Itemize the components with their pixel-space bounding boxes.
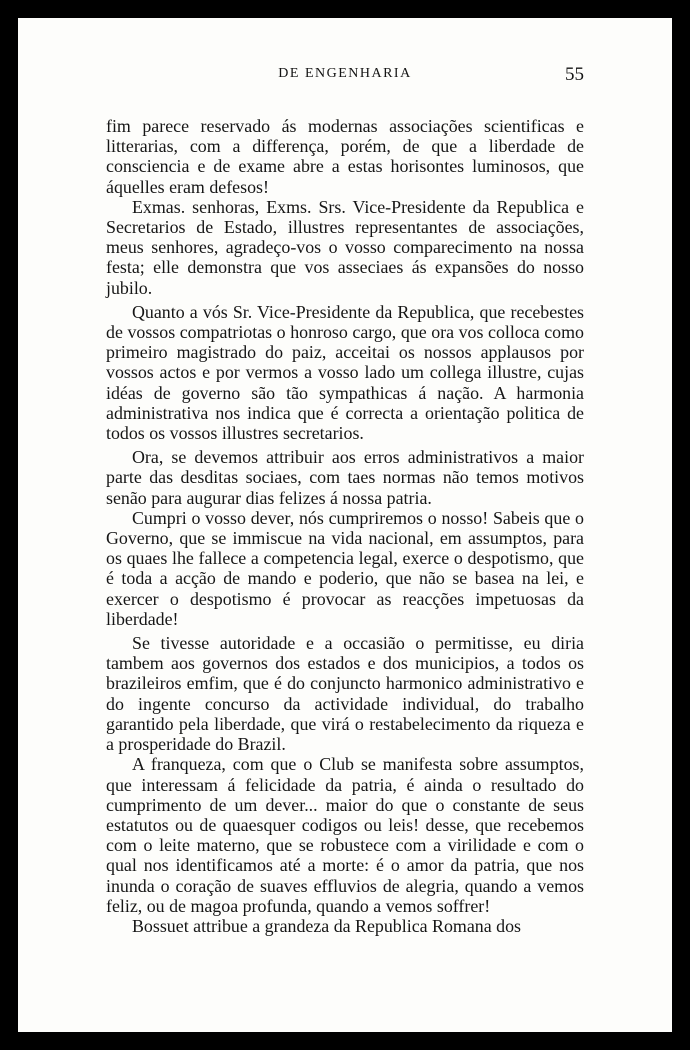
body-text — [106, 116, 584, 936]
page-number: 55 — [565, 64, 584, 85]
paragraph-2: Exmas. senhoras, Exms. Srs. Vice-Presidente da Republica e Secretarios de Estado, illustres representantes de associações, meus senhores, agradeço-vos o vosso comparecimento na nossa festa; elle demonstra que vos asseciaes ás expansões do nosso jubilo. — [106, 196, 584, 298]
paragraph-4: Ora, se devemos attribuir aos erros administrativos a maior parte das desditas sociaes, com taes normas não temos motivos senão para augurar dias felizes á nossa patria. — [106, 447, 584, 508]
paragraph-6: Se tivesse autoridade e a occasião o permitisse, eu diria tambem aos governos dos estados e dos municipios, a todos os brazileiros emfim, que é do conjuncto harmonico administrativo e do ingente concurso da actividade individual, do trabalho garantido pela liberdade, que virá o restabelecimento da riqueza e a prosperidade do Brazil. — [106, 633, 584, 755]
paragraph-1: fim parece reservado ás modernas associações scientificas e litterarias, com a differença, porém, de que a liberdade de consciencia e de exame abre a estas horisontes luminosos, que áquelles eram defesos! — [106, 116, 584, 197]
running-header — [106, 66, 584, 88]
paragraph-3: Quanto a vós Sr. Vice-Presidente da Republica, que recebestes de vossos compatriotas o honroso cargo, que ora vos colloca como primeiro magistrado do paiz, acceitai os nossos applausos por vossos actos e por vermos a vosso lado um collega illustre, cujas idéas de governo são tão sympathicas á nação. A harmonia administrativa nos indica que é correcta a orientação politica de todos os vossos illustres secretarios. — [106, 301, 584, 444]
book-page — [18, 18, 672, 1032]
paragraph-5: Cumpri o vosso dever, nós cumpriremos o nosso! Sabeis que o Governo, que se immiscue na vida nacional, em assumptos, para os quaes lhe fallece a competencia legal, exerce o despotismo, que é toda a acção de mando e poderio, que não se basea na lei, e exercer o despotismo é provocar as reacções impetuosas da liberdade! — [106, 507, 584, 629]
running-title: DE ENGENHARIA — [278, 66, 412, 81]
paragraph-7: A franqueza, com que o Club se manifesta sobre assumptos, que interessam á felicidade da patria, é ainda o resultado do cumprimento de um dever... maior do que o constante de seus estatutos ou de quaesquer codigos ou leis! desse, que recebemos com o leite materno, que se robustece com a virilidade e com o qual nos identificamos até a morte: é o amor da patria, que nos inunda o coração de suaves effluvios de alegria, quando a vemos feliz, ou de magoa profunda, quando a vemos soffrer! — [106, 754, 584, 916]
paragraph-8: Bossuet attribue a grandeza da Republica Romana dos — [132, 915, 521, 936]
